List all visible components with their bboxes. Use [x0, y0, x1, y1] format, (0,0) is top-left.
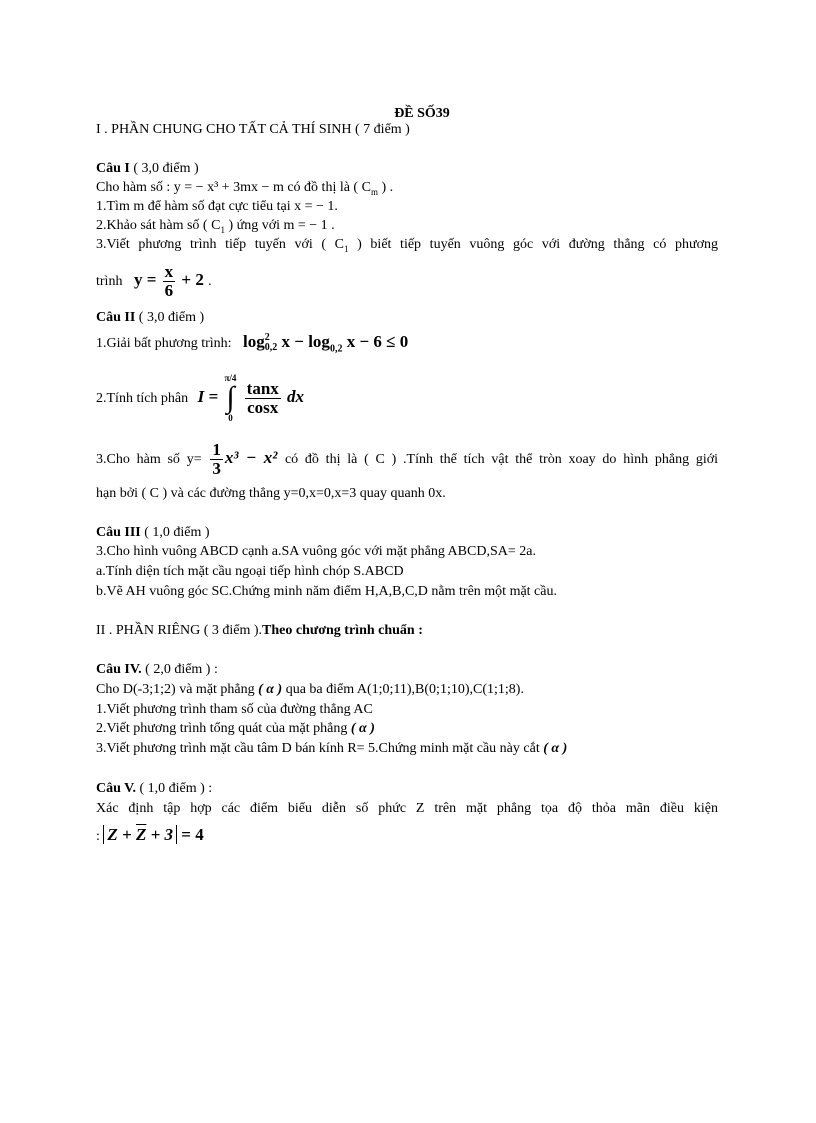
integral-expression: I = π/4 ∫ 0 $\frac{\tan x}{\cos x}$ dx: [197, 373, 305, 424]
part2-heading: II . PHẦN RIÊNG ( 3 điểm ).Theo chương trình chuẩn :: [96, 623, 423, 638]
q4-line2: 1.Viết phương trình tham số của đường thẳng AC: [96, 702, 373, 717]
q2-label: Câu II: [96, 310, 136, 325]
complex-condition: $Z + \overline{Z} + 3 = 4$: [103, 825, 203, 844]
q2-item2: 2.Tính tích phân I = π/4 ∫ 0 $\frac{\tan x}{\cos x}$ dx: [96, 373, 305, 424]
q2-item1: 1.Giải bất phương trình: log 2 0,2 $x - \log_{0,2} x - 6 \le 0$: [96, 332, 409, 355]
q5-label: Câu V.: [96, 781, 136, 796]
alpha-plane: ( α ): [350, 721, 375, 736]
q4-label: Câu IV.: [96, 662, 142, 677]
q4-points: ( 2,0 điểm ) :: [145, 662, 218, 677]
q5-line2: : $Z + \overline{Z} + 3 = 4$: [96, 825, 204, 844]
q2-item3: 3.Cho hàm số y= $\frac{1}{3}$ x³ − x² có đồ thị là ( C ) .Tính thể tích vật thể tròn xoay do hình phẳng giới: [96, 439, 719, 478]
q5-points: ( 1,0 điểm ) :: [139, 781, 213, 796]
q1-points: ( 3,0 điểm ): [133, 161, 199, 176]
q3-line2: a.Tính diện tích mặt cầu ngoại tiếp hình chóp S.ABCD: [96, 564, 404, 579]
alpha-plane: ( α ): [258, 682, 283, 697]
q2-points: ( 3,0 điểm ): [138, 310, 205, 325]
integral-sign: ∫: [226, 381, 235, 415]
tangent-equation: y = $\frac{x}{6}$ + 2: [133, 261, 204, 300]
q2-header: [96, 309, 204, 327]
q4-line3: 2.Viết phương trình tổng quát của mặt phẳng ( α ): [96, 721, 375, 736]
q4-line4: 3.Viết phương trình mặt cầu tâm D bán kính R= 5.Chứng minh mặt cầu này cắt ( α ): [96, 741, 568, 756]
cubic-function: $\frac{1}{3}$ x³ − x²: [212, 439, 278, 478]
exam-title: ĐỀ SỐ39: [394, 106, 450, 121]
q4-header: [96, 661, 218, 679]
q1-intro: Cho hàm số : y = − x³ + 3mx − m có đồ thị là ( $C_m$ ) .: [96, 180, 394, 197]
q5-line1: Xác định tập hợp các điểm biểu diễn số phức Z trên mặt phẳng tọa độ thỏa mãn điều kiện: [96, 801, 718, 816]
q1-item3: 3.Viết phương trình tiếp tuyến với ( $C_1$ ) biết tiếp tuyến vuông góc với đường thẳng có phương: [96, 237, 719, 254]
alpha-plane: ( α ): [543, 741, 568, 756]
q5-header: [96, 780, 212, 798]
q1-item3-cont: trình y = $\frac{x}{6}$ + 2 .: [96, 261, 212, 300]
q1-item2: 2.Khảo sát hàm số ( $C_1$ ) ứng với m = − 1 .: [96, 218, 335, 235]
q1-item1: 1.Tìm m để hàm số đạt cực tiểu tại x = − 1.: [96, 199, 338, 214]
q3-line3: b.Vẽ AH vuông góc SC.Chứng minh năm điểm H,A,B,C,D nằm trên một mặt cầu.: [96, 584, 557, 599]
q3-line1: 3.Cho hình vuông ABCD cạnh a.SA vuông góc với mặt phẳng ABCD,SA= 2a.: [96, 544, 536, 559]
q2-item3-cont: hạn bởi ( C ) và các đường thẳng y=0,x=0,x=3 quay quanh 0x.: [96, 486, 446, 501]
q3-label: Câu III: [96, 525, 141, 540]
q1-header: [96, 160, 199, 178]
q3-points: ( 1,0 điểm ): [144, 525, 210, 540]
q1-label: Câu I: [96, 161, 130, 176]
q4-line1: Cho D(-3;1;2) và mặt phẳng ( α ) qua ba điểm A(1;0;11),B(0;1;10),C(1;1;8).: [96, 682, 524, 697]
part1-heading: I . PHẦN CHUNG CHO TẤT CẢ THÍ SINH ( 7 điểm ): [96, 122, 410, 137]
log-inequality: log 2 0,2 $x - \log_{0,2} x - 6 \le 0$: [243, 332, 409, 355]
q3-header: [96, 524, 210, 542]
